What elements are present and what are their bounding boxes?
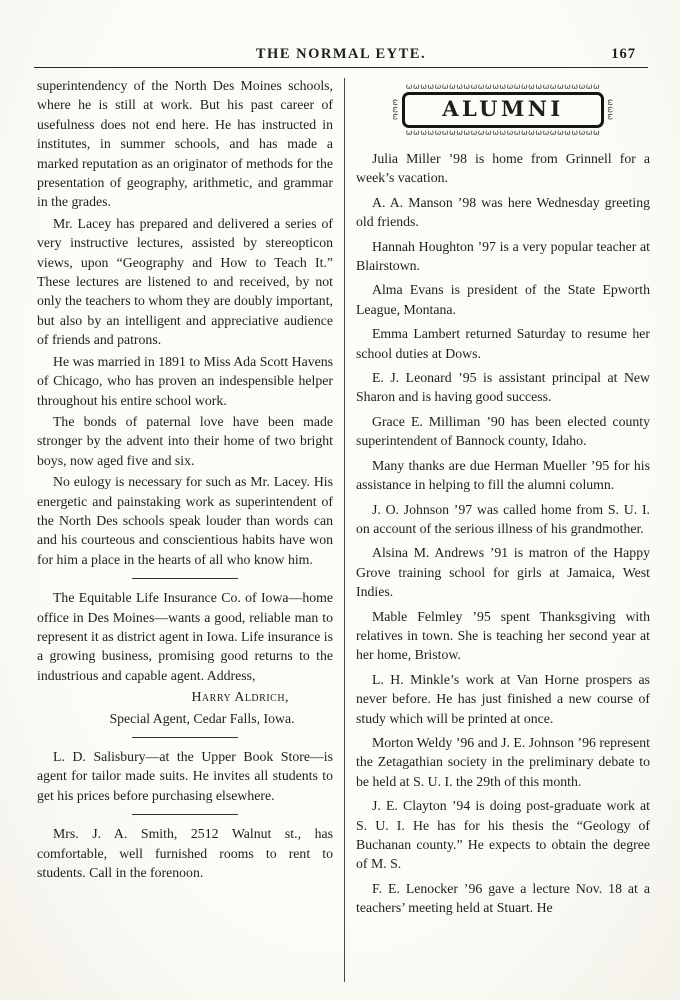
alumni-items xyxy=(356,149,650,918)
column-right xyxy=(356,76,650,988)
salisbury-notice: L. D. Salisbury—at the Upper Book Store—is agent for tailor made suits. He invites all students to get his prices before purchasing elsewhere. xyxy=(37,749,333,803)
insurance-ad-signature-name: Harry Aldrich, xyxy=(191,689,289,705)
columns xyxy=(37,76,650,988)
ornament-border-bottom: ωωωωωωωωωωωωωωωωωωωωωωωωωωω xyxy=(405,129,601,137)
insurance-ad-signature-title: Special Agent, Cedar Falls, Iowa. xyxy=(109,710,295,726)
alumni-item: Mable Felmley ’95 spent Thanksgiving with relatives in town. She is teaching her second year at her home, Bristow. xyxy=(356,608,650,663)
paragraph: The bonds of paternal love have been made stronger by the advent into their home of two bright boys, now aged five and six. xyxy=(37,413,333,468)
column-left xyxy=(37,76,333,988)
masthead-rule xyxy=(34,67,648,68)
alumni-item: L. H. Minkle’s work at Van Horne prospers as never before. He has just finished a new course of study which will be printed at once. xyxy=(356,671,650,726)
alumni-item: Alsina M. Andrews ’91 is matron of the Happy Grove training school for girls at Jamaica, West Indies. xyxy=(356,545,650,600)
alumni-item: Morton Weldy ’96 and J. E. Johnson ’96 represent the Zetagathian society in the preliminary debate to be held at S. U. I. the 29th of this month. xyxy=(356,734,650,789)
section-divider xyxy=(132,814,238,815)
alumni-item: J. O. Johnson ’97 was called home from S. U. I. on account of the serious illness of his grandmother. xyxy=(356,501,650,536)
alumni-item: E. J. Leonard ’95 is assistant principal at New Sharon and is having good success. xyxy=(356,370,650,405)
alumni-item: Alma Evans is president of the State Epworth League, Montana. xyxy=(356,282,650,317)
alumni-header-box xyxy=(391,83,615,137)
alumni-item: Many thanks are due Herman Mueller ’95 for his assistance in helping to fill the alumni column. xyxy=(356,457,650,493)
ornament-border-left: ωωω xyxy=(391,99,400,121)
paragraph: superintendency of the North Des Moines schools, where he is still at work. But his past career of usefulness does not end here. He has instructed in institutes, in summer schools, and has made a marked reputation as an originator of methods for the presentation of geography, arithmetic, and grammar in the grades. xyxy=(37,78,333,210)
alumni-item: Julia Miller ’98 is home from Grinnell for a week’s vacation. xyxy=(356,151,650,186)
alumni-item: Emma Lambert returned Saturday to resume her school duties at Dows. xyxy=(356,326,650,361)
alumni-item: Hannah Houghton ’97 is a very popular teacher at Blairstown. xyxy=(356,238,650,274)
insurance-ad-body: The Equitable Life Insurance Co. of Iowa—home office in Des Moines—wants a good, reliable man to represent it as district agent in Iowa. Life insurance is a growing business, promising good returns to the industrious and capable agent. Address, xyxy=(37,590,333,683)
smith-notice: Mrs. J. A. Smith, 2512 Walnut st., has comfortable, well furnished rooms to rent to students. Call in the forenoon. xyxy=(37,826,333,881)
column-rule xyxy=(344,78,345,982)
page-number: 167 xyxy=(611,46,636,62)
paragraph: Mr. Lacey has prepared and delivered a series of very instructive lectures, assisted by stereopticon views, upon “Geography and How to Teach It.” These lectures are listened to and received, by not only the teachers to whom they are doubly important, but also by an intelligent and appreciative audience of friends and patrons. xyxy=(37,215,333,348)
ornament-border-top: ωωωωωωωωωωωωωωωωωωωωωωωωωωω xyxy=(405,83,601,91)
publication-title: THE NORMAL EYTE. xyxy=(255,46,427,62)
alumni-title-frame xyxy=(402,92,604,128)
section-divider xyxy=(132,578,238,579)
masthead xyxy=(36,46,646,64)
paragraph: No eulogy is necessary for such as Mr. Lacey. His energetic and painstaking work as superintendent of the North Des schools speak louder than words can and his courteous and conscientious habits have won for him a place in the hearts of all who know him. xyxy=(37,474,333,567)
alumni-item: J. E. Clayton ’94 is doing post-graduate work at S. U. I. He has for his thesis the “Geology of Buchanan county.” He expects to obtain the degree of M. S. xyxy=(356,798,650,872)
ornament-border-right: ωωω xyxy=(606,99,615,121)
alumni-section-title: ALUMNI xyxy=(442,96,564,121)
alumni-item: A. A. Manson ’98 was here Wednesday greeting old friends. xyxy=(356,194,650,230)
alumni-item: F. E. Lenocker ’96 gave a lecture Nov. 18 at a teachers’ meeting held at Stuart. He xyxy=(356,880,650,916)
paragraph: He was married in 1891 to Miss Ada Scott Havens of Chicago, who has proven an indespensible helper throughout his entire school work. xyxy=(37,353,333,408)
alumni-item: Grace E. Milliman ’90 has been elected county superintendent of Bannock county, Idaho. xyxy=(356,413,650,449)
section-divider xyxy=(132,737,238,738)
